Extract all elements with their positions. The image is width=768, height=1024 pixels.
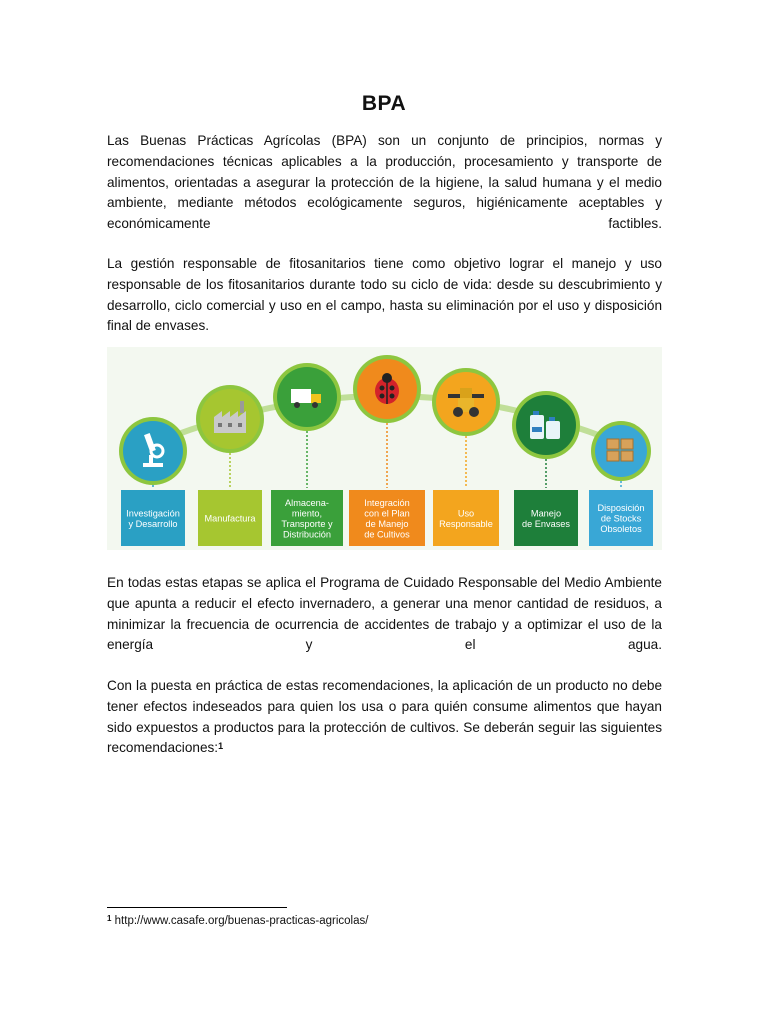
stage-label: Manufactura xyxy=(204,513,256,524)
footnote xyxy=(107,915,368,927)
stage-label: Uso Responsable xyxy=(439,508,493,529)
paragraph-bpa-definition: Las Buenas Prácticas Agrícolas (BPA) son un conjunto de principios, normas y recomendaciones técnicas aplicables a la producción, procesamiento y transporte de alimentos, orientadas a asegurar la protección de la higiene, la salud humana y el medio ambiente, mediante métodos ecológicamente seguros, higiénicamente aceptables y económicamente factibles. xyxy=(107,133,662,232)
lifecycle-infographic xyxy=(107,347,662,550)
stage-label: Disposición de Stocks Obsoletos xyxy=(597,503,645,534)
footnote-divider xyxy=(107,907,287,908)
paragraph-recomendaciones-text: Con la puesta en práctica de estas recomendaciones, la aplicación de un producto no debe tener efectos indeseados para quien los usa o para quién consume alimentos que hayan sido expuestos a productos para la protección de cultivos. Se deberán seguir las siguientes recomendaciones: xyxy=(107,678,662,756)
paragraph-cuidado-responsable: En todas estas etapas se aplica el Programa de Cuidado Responsable del Medio Ambiente que apunta a reducir el efecto invernadero, a generar una menor cantidad de residuos, a minimizar la frecuencia de ocurrencia de accidentes de trabajo y a optimizar el uso de la energía y el agua. xyxy=(107,575,662,653)
footnote-number: 1 xyxy=(107,914,112,923)
stage-label: Manejo de Envases xyxy=(521,508,571,529)
footnote-link[interactable]: http://www.casafe.org/buenas-practicas-agricolas/ xyxy=(114,915,369,927)
lifecycle-infographic-svg xyxy=(107,347,662,550)
stage-label: Integración con el Plan de Manejo de Cultivos xyxy=(364,497,410,540)
stage-label: Investigación y Desarrollo xyxy=(126,508,180,529)
paragraph-gestion-fitosanitarios: La gestión responsable de fitosanitarios tiene como objetivo lograr el manejo y uso responsable de los fitosanitarios durante todo su ciclo de vida: desde su descubrimiento y desarrollo, ciclo comercial y uso en el campo, hasta su eliminación por el uso y disposición final de envases. xyxy=(107,256,662,334)
stage-label: Almacena-miento, Transporte y Distribución xyxy=(281,497,333,540)
paragraph-recomendaciones xyxy=(107,676,662,759)
page-title: BPA xyxy=(361,92,407,115)
footnote-ref: 1 xyxy=(218,741,224,752)
